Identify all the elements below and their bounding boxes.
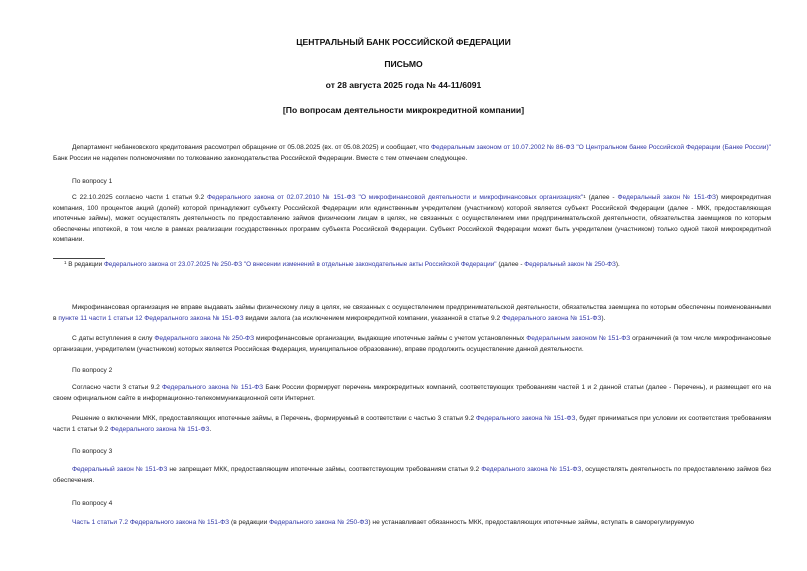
q1-p2-text-3: ). [601,314,606,322]
issuer-title: ЦЕНТРАЛЬНЫЙ БАНК РОССИЙСКОЙ ФЕДЕРАЦИИ [296,37,511,47]
q2-p2-text-3: . [209,425,212,433]
document-subject: [По вопросам деятельности микрокредитной компании] [282,105,525,115]
q1-p1-text-3: ) микрокредитная компания, 100 процентов акций (долей) которой принадлежит субъекту Российской Федерации или единственным учредителем (участником) которой является субъект Российской Федерации (далее - МКК, предоставляющая ипотечные займы), может осуществлять деятельность по предоставлению займов физическим лицам в целях, не связанных с осуществлением ими предпринимательской деятельности, обязательства заемщиков по которым обеспечены ипотекой, в том числе в рамках реализации государственных программ субъекта Российской Федерации. Субъект Российской Федерации может быть учредителем (участником) только одной такой микрокредитной компании. [53,194,772,244]
q4-paragraph-1 [53,518,771,529]
q1-p1-text-2: (далее - [585,194,618,201]
q1-paragraph-3 [53,334,771,355]
link-law-250fz[interactable]: Федеральный закон № 250-ФЗ [524,261,616,268]
q2-p2-text-2: , будет приниматься при условии их соответствия требованиям части 1 статьи 9.2 [53,415,771,433]
q1-p1-text-1: С 22.10.2025 согласно части 1 статьи 9.2 [72,194,207,201]
q3-paragraph-1 [53,465,771,486]
q1-p3-text-3: ограничений (в том числе микрофинансовые организации, учредителем (участником) которых является Российская Федерация, муниципальное образование), вправе продолжить осуществление данной деятельности. [53,335,771,353]
q1-paragraph-2 [53,303,771,324]
footnote-ref[interactable]: 1 [583,194,586,199]
q1-p3-text-2: микрофинансовые организации, выдающие ипотечные займы с учетом установленных [254,335,527,342]
link-law-151fz[interactable]: Федеральный закон № 151-ФЗ [72,466,168,473]
link-law-250fz-full[interactable]: Федерального закона от 23.07.2025 № 250-ФЗ "О внесении изменений в отдельные законодательные акты Российской Федерации" [103,261,497,268]
link-law-250fz[interactable]: Федерального закона № 250-ФЗ [154,335,255,342]
q1-p3-text-1: С даты вступления в силу [72,335,155,342]
footnote-mark: 1 [64,260,67,265]
q2-p1-text-1: Согласно части 3 статьи 9.2 [72,384,163,391]
q3-p1-text-2: , осуществлять деятельность по предоставлению займов без обеспечения. [53,466,771,484]
link-151fz-art12[interactable]: пункте 11 части 1 статьи 12 Федерального закона № 151-ФЗ [58,314,244,322]
intro-text-2: Банк России не наделен полномочиями по толкованию законодательства Российской Федерации. Вместе с тем отмечаем следующее. [53,154,468,162]
q3-p1-text-1: не запрещает МКК, предоставляющим ипотечные займы, соответствующим требованиям статьи 9.2 [167,466,482,473]
question-4-label: По вопросу 4 [72,500,113,507]
q4-p1-text-1: (в редакции [229,519,270,526]
link-law-151fz[interactable]: Федерального закона № 151-ФЗ [481,466,582,473]
q2-p1-text-2: Банк России формирует перечень микрокредитных компаний, соответствующих требованиям частей 1 и 2 данной статьи (далее - Перечень), и размещает его на своем официальном сайте в информационно-телекоммуникационной сети Интернет. [53,384,771,402]
link-law-86fz[interactable]: Федеральным законом от 10.07.2002 № 86-ФЗ "О Центральном банке Российской Федерации (Банке России)" [431,144,772,151]
q2-paragraph-1 [53,383,771,404]
intro-text-1: Департамент небанковского кредитования рассмотрел обращение от 05.08.2025 (вх. от 05.08.2025) и сообщает, что [72,144,432,151]
q1-p2-text-2: видами залога (за исключением микрокредитной компании, указанной в статье 9.2 [243,314,503,322]
document-date-number: от 28 августа 2025 года № 44-11/6091 [325,80,482,90]
q4-p1-text-2: ) не устанавливает обязанность МКК, предоставляющих ипотечные займы, вступать в саморегулируемую [368,519,694,526]
link-law-151fz[interactable]: Федерального закона № 151-ФЗ [475,415,576,422]
q1-p2-text-1: Микрофинансовая организация не вправе выдавать займы физическому лицу в целях, не связанных с осуществлением предпринимательской деятельности, обязательства заемщика по которым обеспечены поименованными в [53,304,771,322]
link-law-151fz[interactable]: Федеральный закон № 151-ФЗ [617,194,717,201]
question-1-label: По вопросу 1 [72,178,113,185]
link-law-250fz[interactable]: Федерального закона № 250-ФЗ [269,519,369,526]
document-type: ПИСЬМО [384,59,423,69]
link-law-151fz[interactable]: Федерального закона № 151-ФЗ [110,425,210,433]
link-law-151fz-full[interactable]: Федерального закона от 02.07.2010 № 151-ФЗ "О микрофинансовой деятельности и микрофинансовых организациях" [207,194,584,201]
link-law-151fz[interactable]: Федеральным законом № 151-ФЗ [526,335,631,342]
question-2-label: По вопросу 2 [72,367,113,374]
footnote-text-1: В редакции [66,261,104,268]
q2-p2-text-1: Решение о включении МКК, предоставляющих ипотечные займы, в Перечень, формируемый в соответствии с частью 3 статьи 9.2 [72,415,476,422]
q2-paragraph-2 [53,414,771,435]
link-law-151fz[interactable]: Федерального закона № 151-ФЗ [162,384,264,391]
link-law-151fz[interactable]: Федерального закона № 151-ФЗ [502,314,602,322]
footnote-text-3: ). [615,261,620,268]
intro-paragraph [53,143,771,164]
footnote-separator [53,258,105,259]
footnote-text-2: (далее - [496,261,525,268]
footnote-1 [64,261,620,268]
question-3-label: По вопросу 3 [72,448,113,455]
q1-paragraph-1 [53,193,771,246]
link-151fz-art7-2[interactable]: Часть 1 статьи 7.2 Федерального закона № 151-ФЗ [72,519,230,526]
